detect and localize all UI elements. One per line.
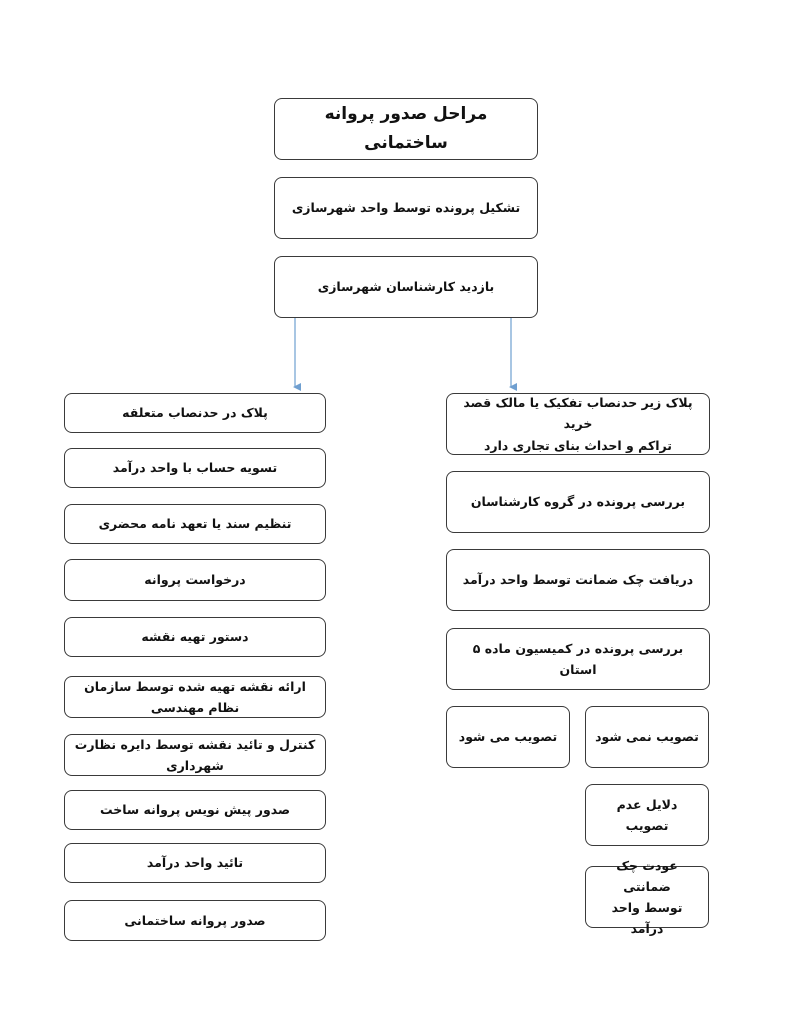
left-step-notarized-deed: [64, 504, 326, 544]
left-step-map-approval: [64, 734, 326, 776]
right-step-approved: [446, 706, 570, 768]
right-step-expert-review: [446, 471, 710, 533]
right-step-text-line: عودت چک ضمانتی: [616, 857, 678, 894]
right-step-return-check-lines: [594, 855, 700, 940]
left-step-text: تنظیم سند یا تعهد نامه محضری: [98, 516, 292, 532]
left-step-text: صدور پروانه ساختمانی: [124, 912, 266, 928]
right-step-return-check: [585, 857, 709, 937]
left-step-text: صدور پیش نویس پروانه ساخت: [99, 802, 291, 818]
left-step-permit-request: [64, 559, 326, 601]
left-step-text: دستور تهیه نقشه: [141, 629, 249, 645]
right-step-text: دریافت چک ضمانت توسط واحد درآمد: [462, 572, 694, 588]
left-step-text: درخواست پروانه: [144, 572, 246, 588]
left-step-revenue-approval: [64, 843, 326, 883]
diagram-title-text: مراحل صدور پروانه ساختمانی: [324, 104, 488, 153]
left-step-submit-map: [64, 676, 326, 718]
left-step-draft-permit: [64, 790, 326, 830]
right-step-text-line: تراکم و احداث بنای تجاری دارد: [483, 437, 673, 453]
left-step-issue-permit: [64, 900, 326, 941]
left-step-text: تسویه حساب با واحد درآمد: [112, 460, 278, 476]
left-step-settle-account: [64, 448, 326, 488]
left-step-map-order: [64, 617, 326, 657]
right-step-text: تصویب نمی شود: [595, 729, 699, 745]
step-expert-visit-text: بازدید کارشناسان شهرسازی: [317, 279, 495, 295]
step-create-file-text: تشکیل پرونده توسط واحد شهرسازی: [291, 200, 521, 216]
step-expert-visit: [274, 256, 538, 318]
right-step-rejection-reasons: [585, 784, 709, 846]
right-step-not-approved: [585, 706, 709, 768]
diagram-title: [274, 98, 538, 160]
step-create-file: [274, 177, 538, 239]
left-step-text: کنترل و تائید نقشه توسط دایره نظارت شهرداری: [74, 736, 316, 773]
right-step-text: دلایل عدم تصویب: [616, 796, 678, 833]
right-step-text-line: پلاک زیر حدنصاب تفکیک یا مالک قصد خرید: [463, 395, 693, 432]
right-step-text: بررسی پرونده در گروه کارشناسان: [470, 494, 686, 510]
right-step-below-threshold: [446, 393, 710, 455]
right-step-below-threshold-lines: [455, 392, 701, 456]
right-step-text-line: توسط واحد درآمد: [611, 900, 683, 937]
right-step-guarantee-check: [446, 549, 710, 611]
left-step-text: پلاک در حدنصاب متعلقه: [122, 405, 268, 421]
right-step-commission-review: [446, 628, 710, 690]
left-step-text: تائید واحد درآمد: [146, 855, 244, 871]
right-step-text: بررسی پرونده در کمیسیون ماده ۵ استان: [472, 640, 684, 677]
left-step-plate-within-threshold: [64, 393, 326, 433]
right-step-text: تصویب می شود: [458, 729, 558, 745]
left-step-text: ارائه نقشه تهیه شده توسط سازمان نظام مهندسی: [84, 678, 306, 715]
